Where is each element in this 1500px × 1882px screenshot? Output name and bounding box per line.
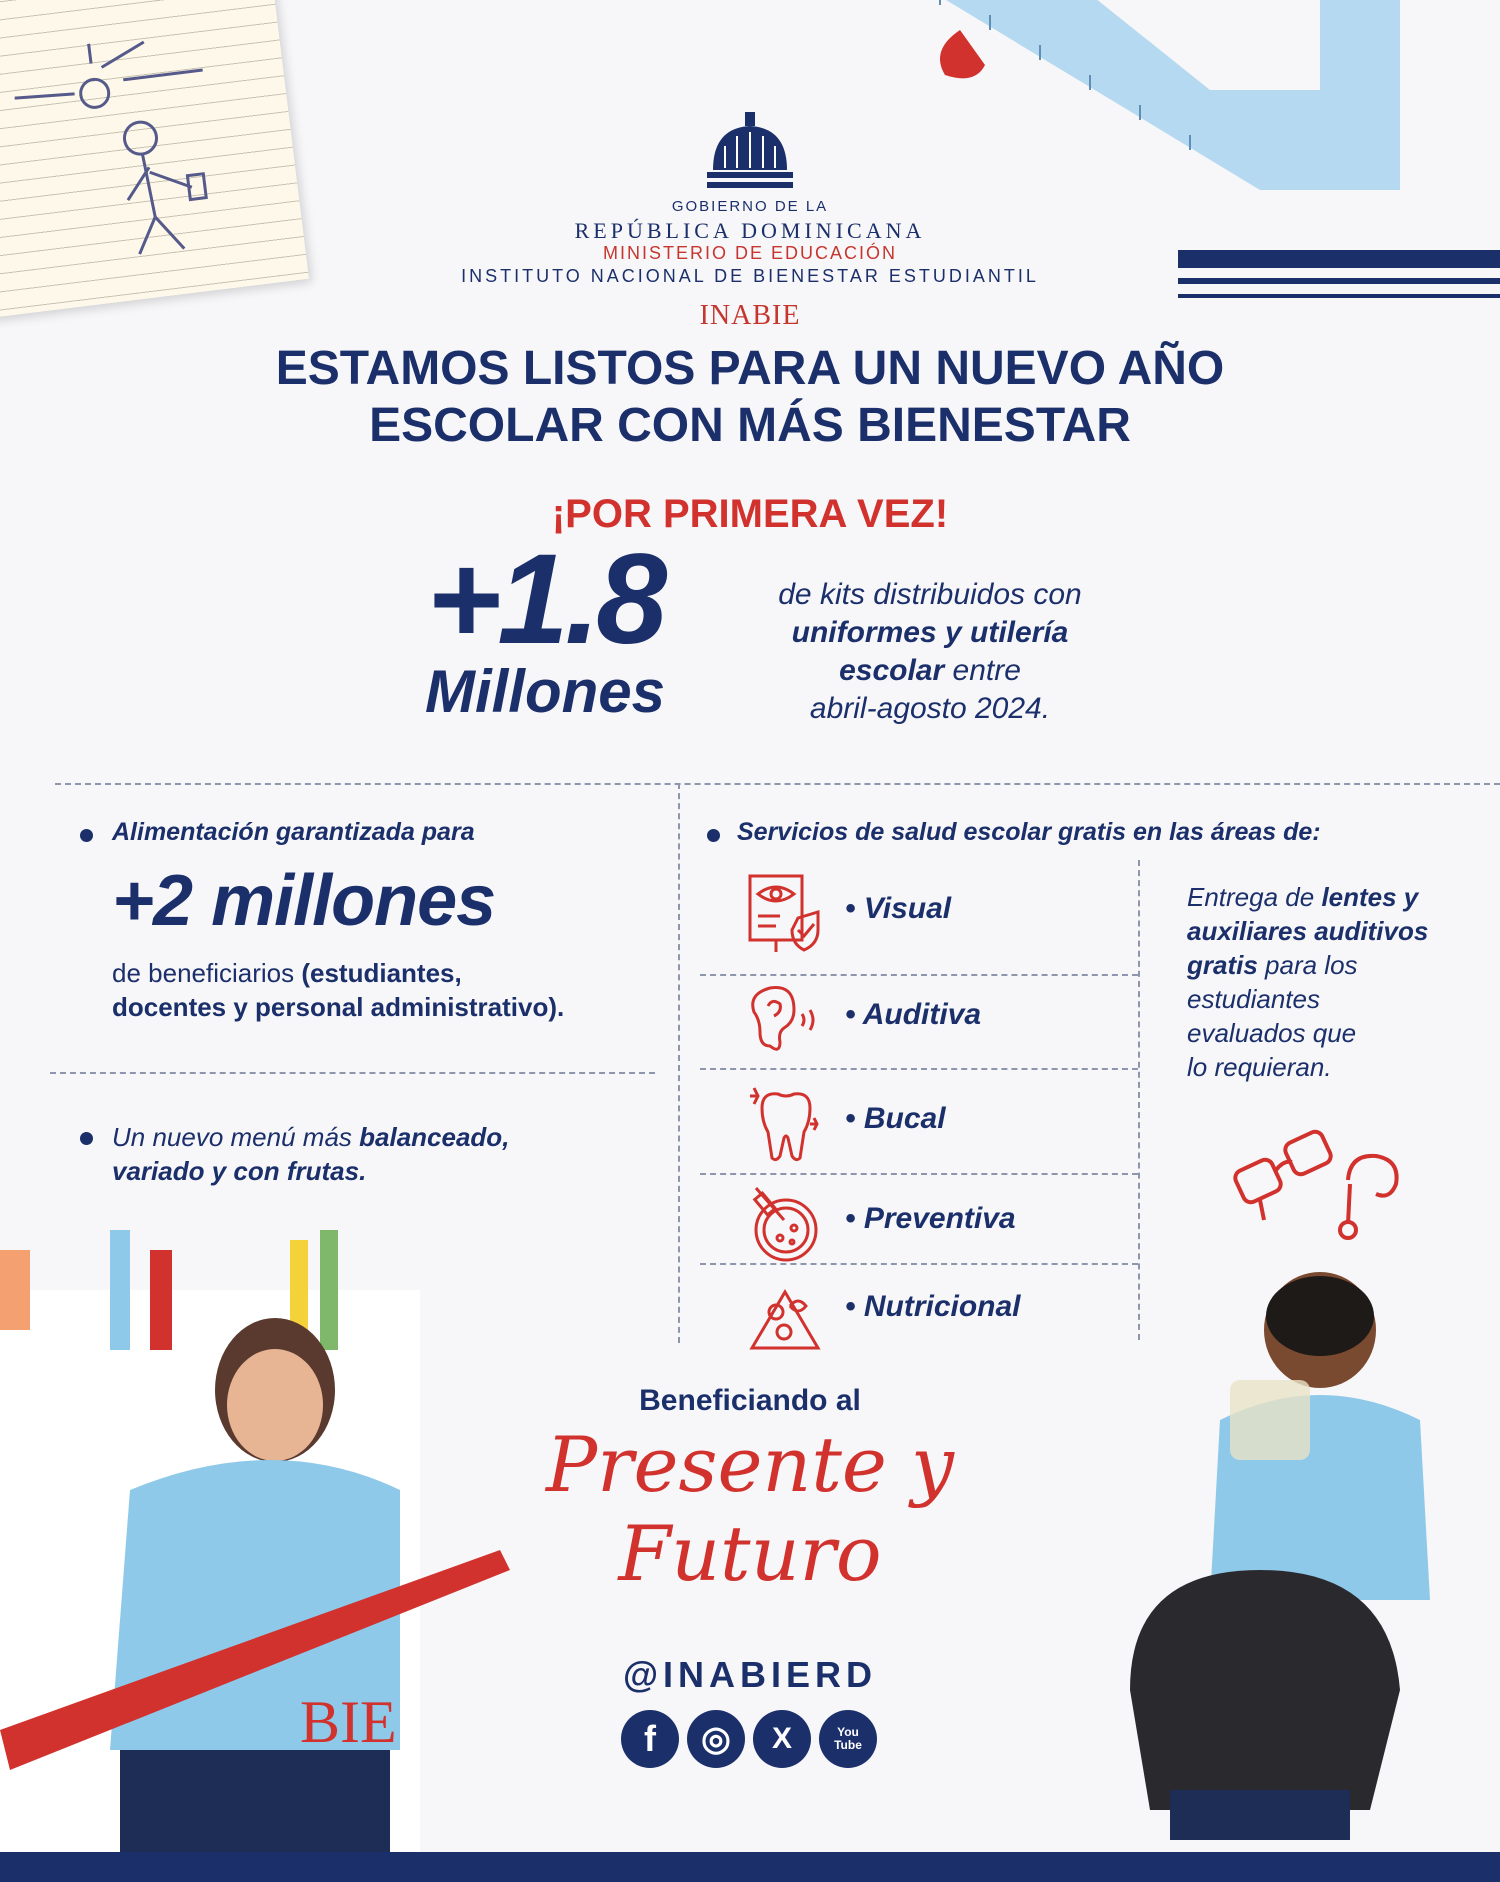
- lentes-t5: lo requieran.: [1187, 1052, 1332, 1082]
- service-bucal: [740, 1078, 946, 1173]
- boy-photo: [1070, 1250, 1500, 1850]
- bottom-bar: [0, 1852, 1500, 1882]
- triangle-ruler: [880, 0, 1400, 210]
- lentes-t3: estudiantes: [1187, 984, 1320, 1014]
- service-label: • Preventiva: [845, 1202, 1016, 1235]
- beneficiando-text: Beneficiando al: [639, 1384, 861, 1417]
- kits-text3: abril-agosto 2024.: [809, 692, 1051, 725]
- service-nutricional: [740, 1268, 1021, 1363]
- country-line: REPÚBLICA DOMINICANA: [574, 218, 926, 243]
- first-time-banner: ¡POR PRIMERA VEZ!: [551, 492, 949, 536]
- ear-icon: [740, 976, 830, 1066]
- glasses-hearing-aid-icon: [1230, 1120, 1410, 1250]
- capitol-dome-icon: [705, 110, 795, 192]
- bullet: [707, 829, 720, 842]
- box-text: BIE: [300, 1689, 397, 1755]
- vaccine-icon: [740, 1180, 830, 1270]
- girl-photo: [0, 1230, 520, 1852]
- menu-text1: Un nuevo menú más: [112, 1122, 360, 1152]
- service-divider: [700, 1068, 1138, 1070]
- instagram-icon[interactable]: ◎: [687, 1710, 745, 1768]
- health-title: Servicios de salud escolar gratis en las áreas de:: [737, 818, 1321, 846]
- tooth-icon: [740, 1078, 830, 1168]
- service-label: • Nutricional: [845, 1290, 1021, 1323]
- food-icon: [740, 1268, 830, 1358]
- bullet: [80, 1132, 93, 1145]
- food-description: [112, 956, 564, 1024]
- service-label: • Visual: [845, 892, 952, 925]
- menu-bold2: variado y con frutas.: [112, 1156, 367, 1186]
- kits-description: [730, 576, 1130, 728]
- menu-bold1: balanceado,: [359, 1122, 510, 1152]
- social-icons: [621, 1710, 877, 1768]
- acronym-logo: INABIE: [699, 300, 801, 331]
- lentes-t2: para los: [1257, 950, 1358, 980]
- institute-line: INSTITUTO NACIONAL DE BIENESTAR ESTUDIANTIL: [461, 266, 1039, 286]
- kits-bold1: uniformes y utilería: [791, 616, 1069, 649]
- headline-line1: ESTAMOS LISTOS PARA UN NUEVO AÑO: [275, 342, 1225, 395]
- lentes-t1: Entrega de: [1187, 882, 1322, 912]
- facebook-icon[interactable]: f: [621, 1710, 679, 1768]
- service-divider: [700, 1173, 1138, 1175]
- kits-bold2: escolar: [839, 654, 945, 687]
- headline-line2: ESCOLAR CON MÁS BIENESTAR: [369, 399, 1131, 452]
- food-desc-bold2: docentes y personal administrativo).: [112, 992, 565, 1022]
- lentes-b2: auxiliares auditivos: [1187, 916, 1429, 946]
- food-title: Alimentación garantizada para: [112, 818, 475, 846]
- service-label: • Bucal: [845, 1102, 946, 1135]
- food-number: +2 millones: [112, 861, 496, 941]
- kits-text2: entre: [944, 654, 1021, 687]
- youtube-icon[interactable]: You Tube: [819, 1710, 877, 1768]
- food-desc-bold1: (estudiantes,: [301, 958, 462, 988]
- lentes-text: [1187, 880, 1487, 1084]
- gov-line: GOBIERNO DE LA: [671, 198, 829, 215]
- headline: [0, 340, 1500, 454]
- lentes-t4: evaluados que: [1187, 1018, 1357, 1048]
- ministry-line: MINISTERIO DE EDUCACIÓN: [602, 243, 898, 263]
- menu-text: [112, 1120, 509, 1188]
- kits-number: +1.8: [426, 528, 664, 671]
- script-slogan: Presente y Futuro: [546, 1420, 954, 1598]
- eye-chart-icon: [740, 868, 830, 958]
- social-handle: @INABIERD: [622, 1654, 878, 1695]
- service-auditiva: [740, 976, 982, 1071]
- service-label: • Auditiva: [845, 998, 982, 1031]
- divider-left: [50, 1072, 655, 1074]
- service-preventiva: [740, 1180, 1016, 1275]
- kits-text1: de kits distribuidos con: [778, 578, 1082, 611]
- service-visual: [740, 868, 952, 963]
- x-icon[interactable]: X: [753, 1710, 811, 1768]
- lentes-b3: gratis: [1187, 950, 1258, 980]
- divider-top: [55, 783, 1500, 785]
- kits-unit: Millones: [424, 658, 666, 725]
- kits-stat: [380, 528, 710, 725]
- food-desc1: de beneficiarios: [112, 958, 302, 988]
- bullet: [80, 829, 93, 842]
- divider-center: [678, 783, 680, 1343]
- lentes-b1: lentes y: [1321, 882, 1419, 912]
